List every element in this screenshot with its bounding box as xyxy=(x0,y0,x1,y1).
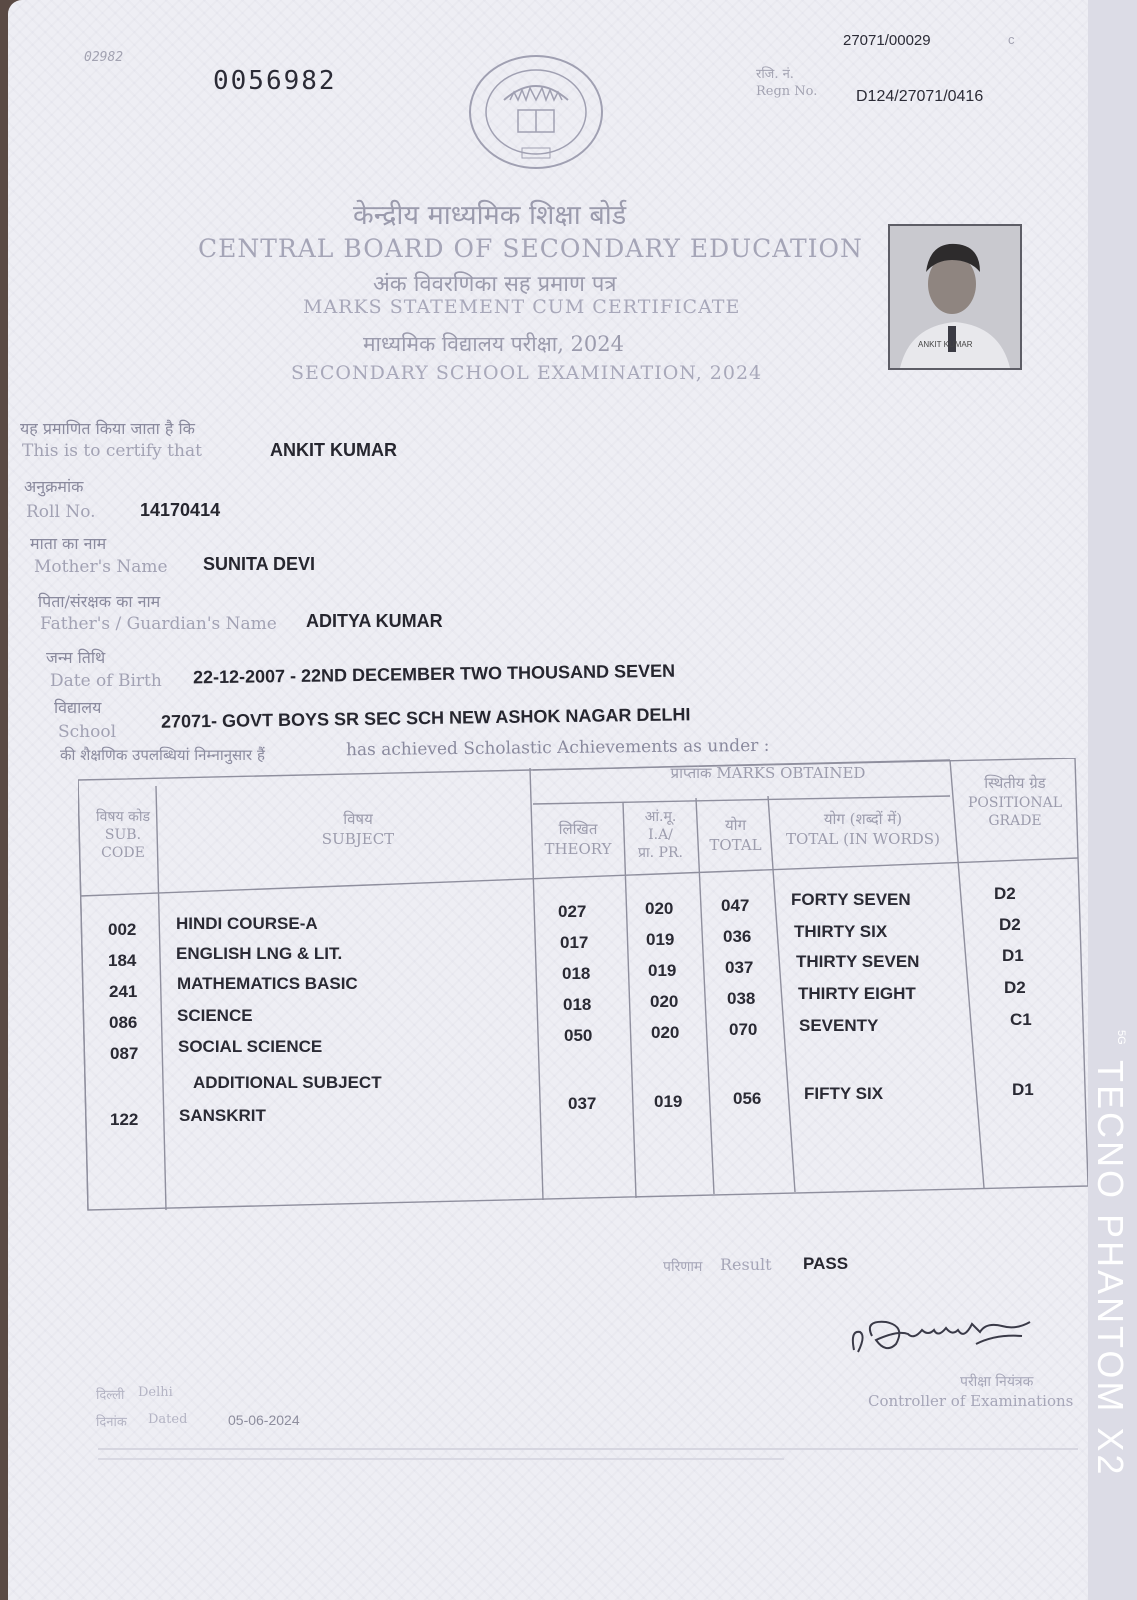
total-marks: 036 xyxy=(723,927,752,946)
subject-name: MATHEMATICS BASIC xyxy=(177,974,358,993)
dob-label: Date of Birth xyxy=(50,671,162,691)
exam-title: SECONDARY SCHOOL EXAMINATION, 2024 xyxy=(291,362,763,384)
grade-header xyxy=(950,774,1080,830)
top-reference-number: 27071/00029 xyxy=(843,32,931,49)
achieved-label: has achieved Scholastic Achievements as under : xyxy=(345,735,770,761)
total-words-header xyxy=(773,810,953,849)
roll-number: 14170414 xyxy=(140,500,221,520)
dated-label-hindi: दिनांक xyxy=(96,1415,127,1430)
subject-header-label: SUBJECT xyxy=(321,829,395,848)
controller-label-hindi: परीक्षा नियंत्रक xyxy=(960,1374,1034,1390)
total-header-hindi: योग xyxy=(724,816,747,834)
school-label-hindi: विद्यालय xyxy=(54,698,102,717)
photo-caption: ANKIT KUMAR xyxy=(918,340,973,349)
board-name: CENTRAL BOARD OF SECONDARY EDUCATION xyxy=(198,234,863,263)
ia-header-label: I.A/ xyxy=(648,827,673,844)
sub-code-header-hindi: विषय कोड xyxy=(96,809,150,825)
sub-code-header xyxy=(78,808,168,863)
serial-number: 0056982 xyxy=(213,66,337,96)
father-name: ADITYA KUMAR xyxy=(306,611,443,631)
mother-label-hindi: माता का नाम xyxy=(30,534,107,553)
fine-print xyxy=(98,1440,1078,1476)
top-c-mark: c xyxy=(1008,32,1015,47)
controller-signature-icon xyxy=(846,1300,1036,1370)
achieved-label-hindi: की शैक्षणिक उपलब्धियां निम्नानुसार हैं xyxy=(60,746,265,764)
positional-grade: D2 xyxy=(1004,978,1026,997)
total-in-words: THIRTY EIGHT xyxy=(798,984,916,1003)
student-name: ANKIT KUMAR xyxy=(270,440,397,460)
cbse-logo-icon xyxy=(466,52,606,177)
sub-code: 087 xyxy=(110,1044,139,1063)
total-words-header-label: TOTAL (IN WORDS) xyxy=(786,829,940,848)
certificate-title-hindi: अंक विवरणिका सह प्रमाण पत्र xyxy=(373,272,617,297)
additional-subject-label: ADDITIONAL SUBJECT xyxy=(193,1073,382,1092)
issue-date: 05-06-2024 xyxy=(228,1412,300,1428)
theory-marks: 027 xyxy=(558,902,587,921)
place-label-hindi: दिल्ली xyxy=(96,1388,125,1403)
marks-table xyxy=(78,758,1088,1218)
grade-header-label: POSITIONAL xyxy=(967,794,1063,811)
total-marks: 047 xyxy=(721,896,750,915)
regn-label-hindi: रजि. नं. xyxy=(756,67,794,82)
sub-code-header-label: SUB. xyxy=(104,827,142,844)
theory-marks: 017 xyxy=(560,933,589,952)
total-words-header-hindi: योग (शब्दों में) xyxy=(823,810,903,828)
result-label: Result xyxy=(720,1255,772,1274)
sub-code: 086 xyxy=(109,1013,138,1032)
subject-name: HINDI COURSE-A xyxy=(176,914,318,933)
ia-header-hindi: आं.मू. xyxy=(644,809,677,825)
total-marks: 038 xyxy=(727,989,756,1008)
dob-label-hindi: जन्म तिथि xyxy=(46,648,106,667)
ia-marks: 020 xyxy=(645,899,674,918)
place-label: Delhi xyxy=(138,1385,173,1400)
sub-code: 002 xyxy=(108,920,137,939)
board-name-hindi: केन्द्रीय माध्यमिक शिक्षा बोर्ड xyxy=(353,200,627,231)
corner-number: 02982 xyxy=(84,50,124,65)
mother-label: Mother's Name xyxy=(34,557,168,577)
grade-header-hindi: स्थितीय ग्रेड xyxy=(984,774,1046,792)
total-marks: 056 xyxy=(733,1089,762,1108)
positional-grade: D2 xyxy=(994,884,1016,903)
father-label: Father's / Guardian's Name xyxy=(40,614,277,634)
dated-label: Dated xyxy=(148,1412,188,1427)
positional-grade: C1 xyxy=(1010,1010,1032,1029)
controller-label: Controller of Examinations xyxy=(868,1392,1074,1410)
total-header xyxy=(698,816,773,855)
certificate-title: MARKS STATEMENT CUM CERTIFICATE xyxy=(303,296,741,318)
total-in-words: FORTY SEVEN xyxy=(791,890,911,909)
total-marks: 037 xyxy=(725,958,754,977)
ia-marks: 020 xyxy=(650,992,679,1011)
marks-obtained-header-hindi: प्राप्तांक xyxy=(670,764,712,782)
theory-marks: 018 xyxy=(563,995,592,1014)
subject-name: SOCIAL SCIENCE xyxy=(178,1037,323,1056)
total-header-label: TOTAL xyxy=(709,835,762,854)
exam-title-hindi: माध्यमिक विद्यालय परीक्षा, 2024 xyxy=(363,332,624,356)
regn-label: Regn No. xyxy=(756,84,818,99)
roll-label: Roll No. xyxy=(26,502,96,522)
total-marks: 070 xyxy=(729,1020,758,1039)
ia-marks: 020 xyxy=(651,1023,680,1042)
sub-code: 241 xyxy=(109,982,138,1001)
subject-header-hindi: विषय xyxy=(343,810,373,828)
student-photo xyxy=(888,224,1022,370)
date-of-birth: 22-12-2007 - 22ND DECEMBER TWO THOUSAND SEVEN xyxy=(192,660,676,688)
subject-name: SANSKRIT xyxy=(179,1106,266,1125)
theory-header-label: THEORY xyxy=(544,839,612,858)
sub-code-header-label-2: CODE xyxy=(101,845,145,862)
subject-name: ENGLISH LNG & LIT. xyxy=(176,944,343,963)
ia-marks: 019 xyxy=(648,961,677,980)
certify-label: This is to certify that xyxy=(22,441,202,461)
sub-code: 122 xyxy=(110,1110,139,1129)
subject-name: SCIENCE xyxy=(177,1006,253,1025)
positional-grade: D1 xyxy=(1002,946,1024,965)
father-label-hindi: पिता/संरक्षक का नाम xyxy=(38,592,161,611)
school-label: School xyxy=(58,722,117,742)
marks-obtained-header xyxy=(618,764,918,784)
camera-watermark xyxy=(1090,1030,1133,1600)
watermark-text: TECNO PHANTOM X2 xyxy=(1090,1060,1131,1478)
regn-number: D124/27071/0416 xyxy=(856,88,984,105)
theory-header xyxy=(533,820,623,859)
watermark-tag: 5G xyxy=(1115,1030,1127,1045)
result-label-hindi: परिणाम xyxy=(663,1259,703,1275)
subject-header xyxy=(258,810,458,849)
marks-certificate xyxy=(8,0,1088,1600)
theory-marks: 050 xyxy=(564,1026,593,1045)
result-value: PASS xyxy=(803,1254,849,1273)
theory-header-hindi: लिखित xyxy=(558,820,598,838)
theory-marks: 037 xyxy=(568,1094,597,1113)
theory-marks: 018 xyxy=(562,964,591,983)
grade-header-label-2: GRADE xyxy=(988,812,1042,829)
ia-marks: 019 xyxy=(654,1092,683,1111)
school-name: 27071- GOVT BOYS SR SEC SCH NEW ASHOK NAGAR DELHI xyxy=(160,704,691,732)
ia-header-pr: प्रा. PR. xyxy=(638,845,683,862)
total-in-words: THIRTY SIX xyxy=(794,922,888,941)
mother-name: SUNITA DEVI xyxy=(203,554,316,574)
roll-label-hindi: अनुक्रमांक xyxy=(24,477,84,496)
total-in-words: SEVENTY xyxy=(799,1016,879,1035)
positional-grade: D1 xyxy=(1012,1080,1034,1099)
ia-header xyxy=(623,808,698,863)
sub-code: 184 xyxy=(108,951,137,970)
total-in-words: THIRTY SEVEN xyxy=(796,952,920,971)
marks-obtained-header-label: MARKS OBTAINED xyxy=(716,764,866,782)
ia-marks: 019 xyxy=(646,930,675,949)
positional-grade: D2 xyxy=(999,915,1021,934)
total-in-words: FIFTY SIX xyxy=(804,1084,884,1103)
certify-label-hindi: यह प्रमाणित किया जाता है कि xyxy=(20,419,195,438)
